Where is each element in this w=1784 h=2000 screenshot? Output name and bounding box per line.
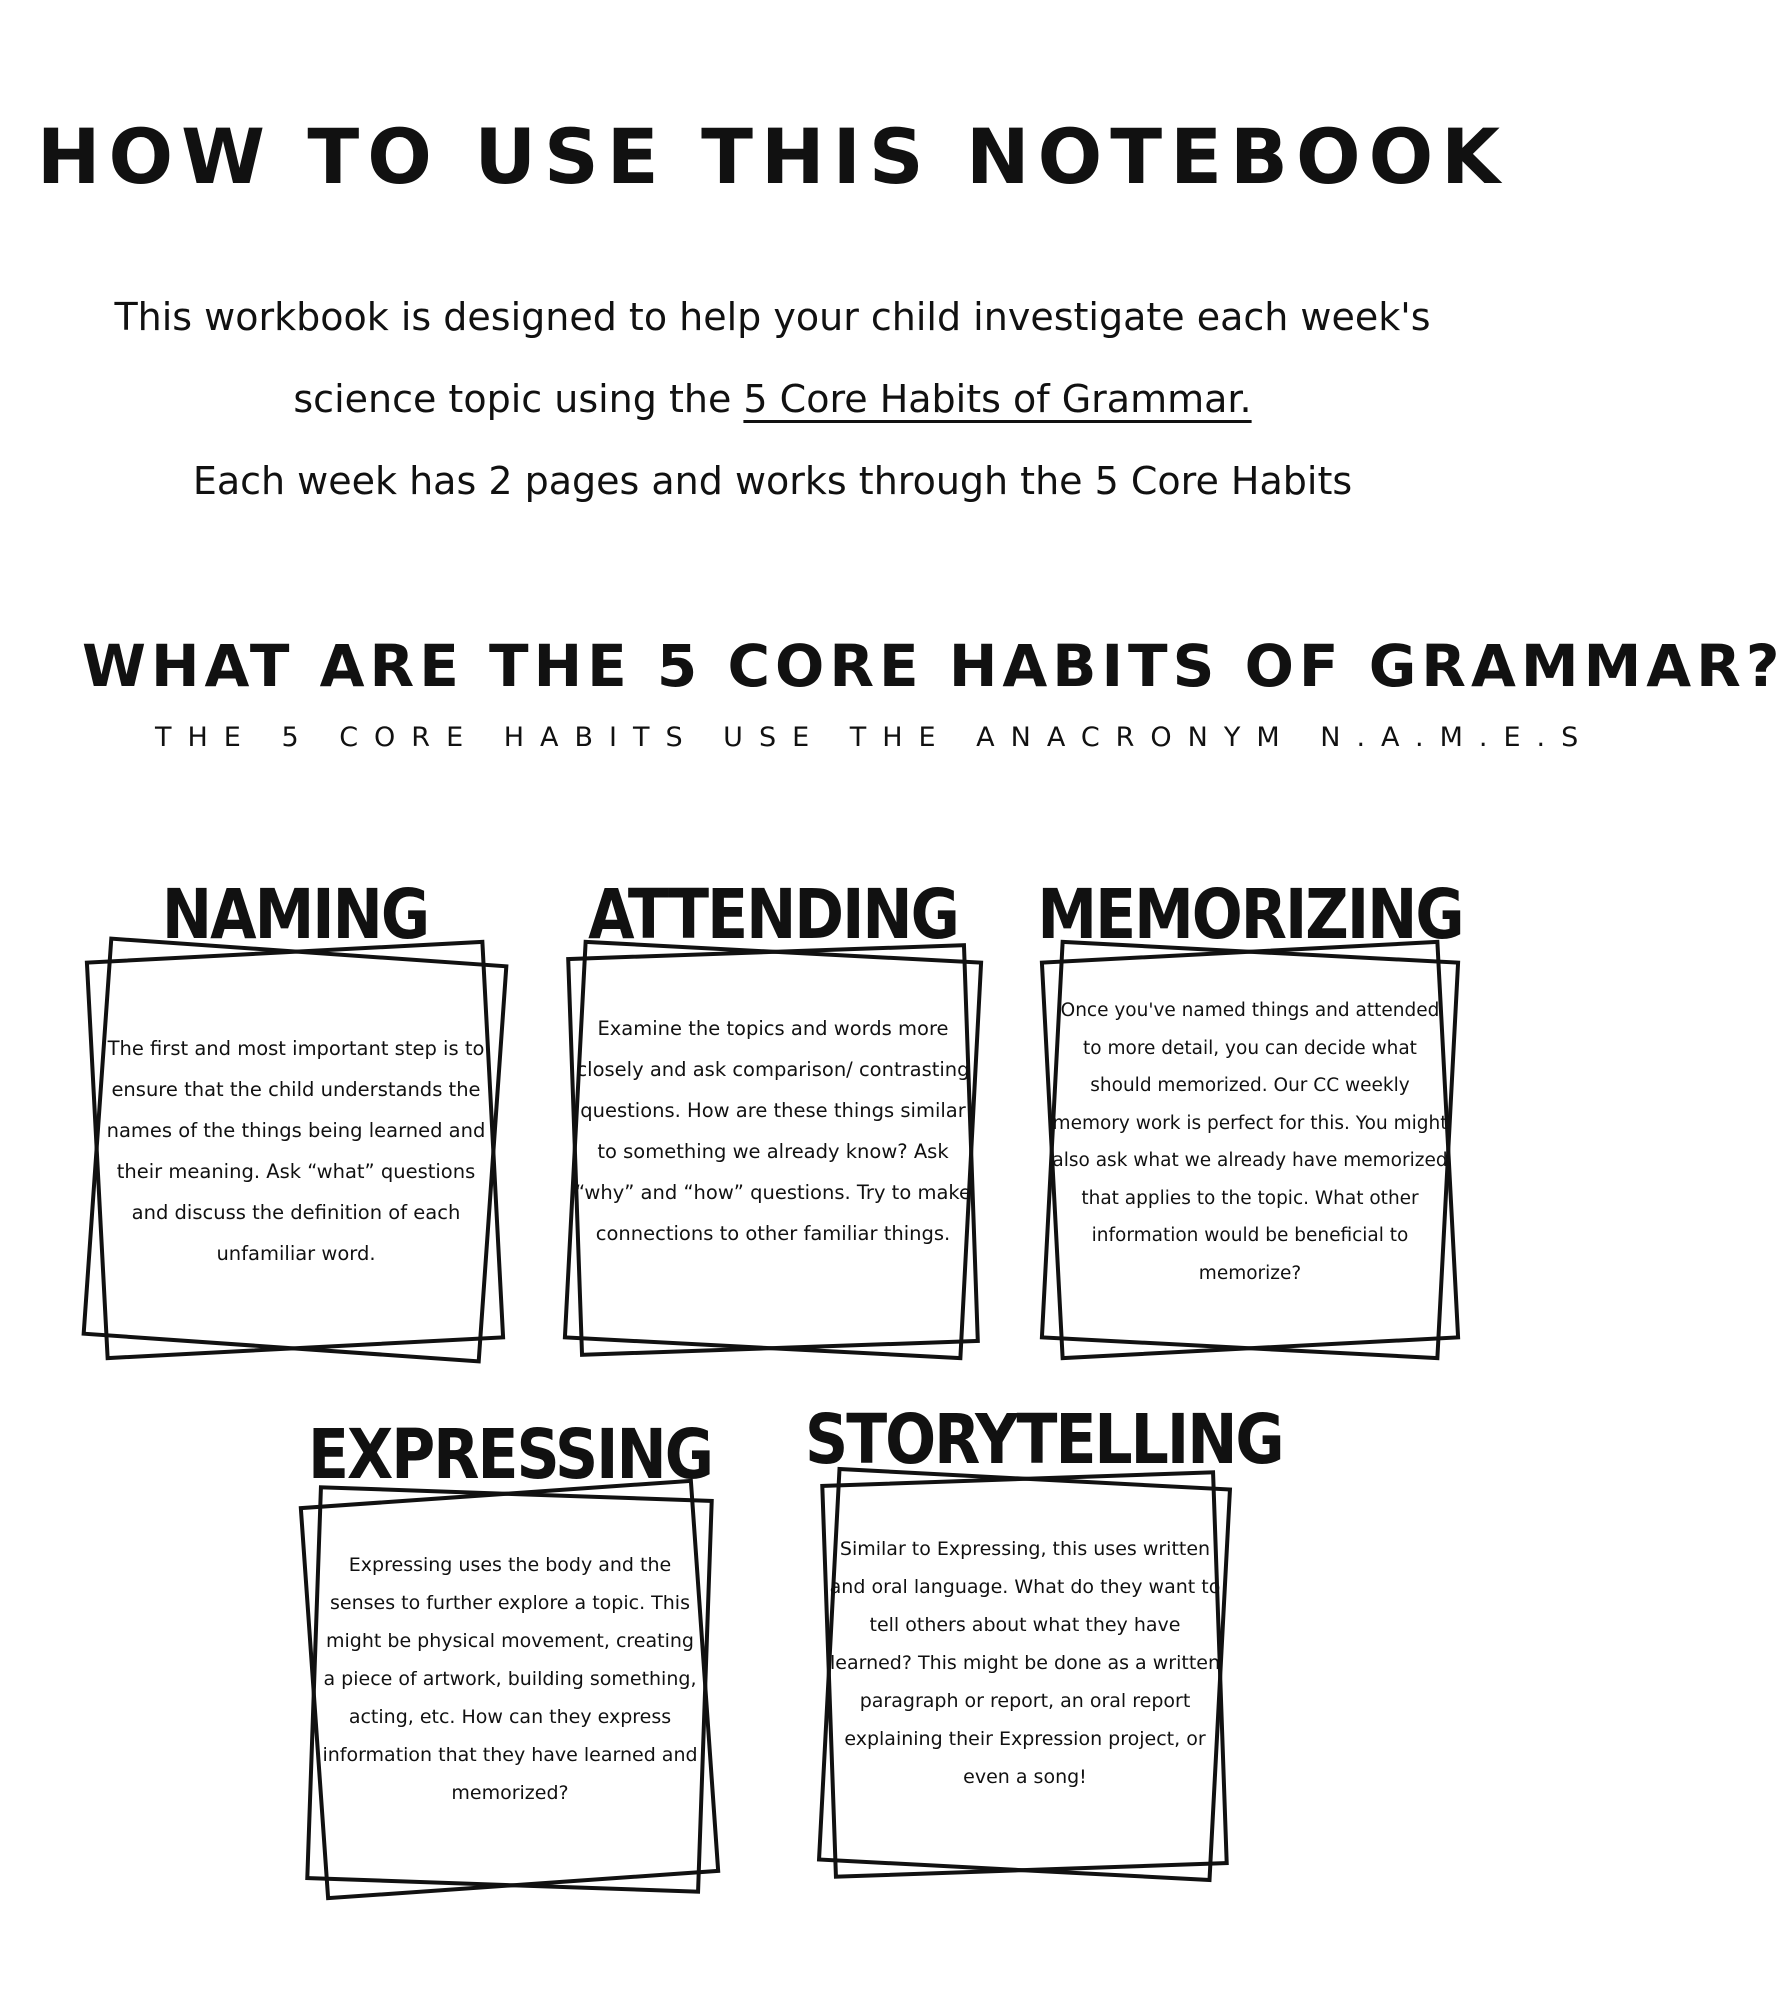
page-title: HOW TO USE THIS NOTEBOOK xyxy=(36,112,1509,201)
habit-title-naming: NAMING xyxy=(161,874,429,956)
habit-text-memorizing: Once you've named things and attended to more detail, you can decide what should memorized. Our CC weekly memory work is perfect for this. You might also ask what we already have memorized that applies to the topic. What other information would be beneficial to memorize? xyxy=(1052,1000,1448,1284)
habit-text-storytelling: Similar to Expressing, this uses written and oral language. What do they want to tell others about what they have learned? This might be done as a written paragraph or report, an oral report explaining their Expression project, or even a song! xyxy=(829,1538,1221,1788)
habit-title-expressing: EXPRESSING xyxy=(308,1414,712,1496)
intro-line-3: Each week has 2 pages and works through the 5 Core Habits xyxy=(192,459,1353,503)
habit-title-memorizing: MEMORIZING xyxy=(1037,874,1463,956)
habit-card-expressing xyxy=(290,1410,730,1910)
intro-line-2-prefix: science topic using the xyxy=(293,377,744,421)
habit-card-storytelling xyxy=(805,1395,1283,1895)
habit-title-attending: ATTENDING xyxy=(588,874,958,956)
habit-text-expressing: Expressing uses the body and the senses to further explore a topic. This might be physical movement, creating a piece of artwork, building something, acting, etc. How can they express information that they have learned and memorized? xyxy=(322,1554,698,1804)
section-heading: WHAT ARE THE 5 CORE HABITS OF GRAMMAR? xyxy=(82,632,1784,700)
habit-card-memorizing xyxy=(1030,870,1470,1370)
intro-line-2 xyxy=(0,377,1545,421)
habit-card-attending xyxy=(553,870,993,1370)
section-subheading: THE 5 CORE HABITS USE THE ANACRONYM N.A.M.E.S xyxy=(155,722,1595,753)
habit-text-attending: Examine the topics and words more closely and ask comparison/ contrasting questions. How are these things similar to something we already know? Ask “why” and “how” questions. Try to make connections to other familiar things. xyxy=(575,1017,971,1245)
habit-card-naming xyxy=(75,870,515,1370)
habit-title-storytelling: STORYTELLING xyxy=(805,1399,1283,1481)
habit-text-naming: The first and most important step is to ensure that the child understands the names of the things being learned and their meaning. Ask “what” questions and discuss the definition of each unfamiliar word. xyxy=(106,1037,486,1265)
core-habits-link: 5 Core Habits of Grammar. xyxy=(743,377,1252,421)
intro-line-1: This workbook is designed to help your child investigate each week's xyxy=(114,295,1431,339)
